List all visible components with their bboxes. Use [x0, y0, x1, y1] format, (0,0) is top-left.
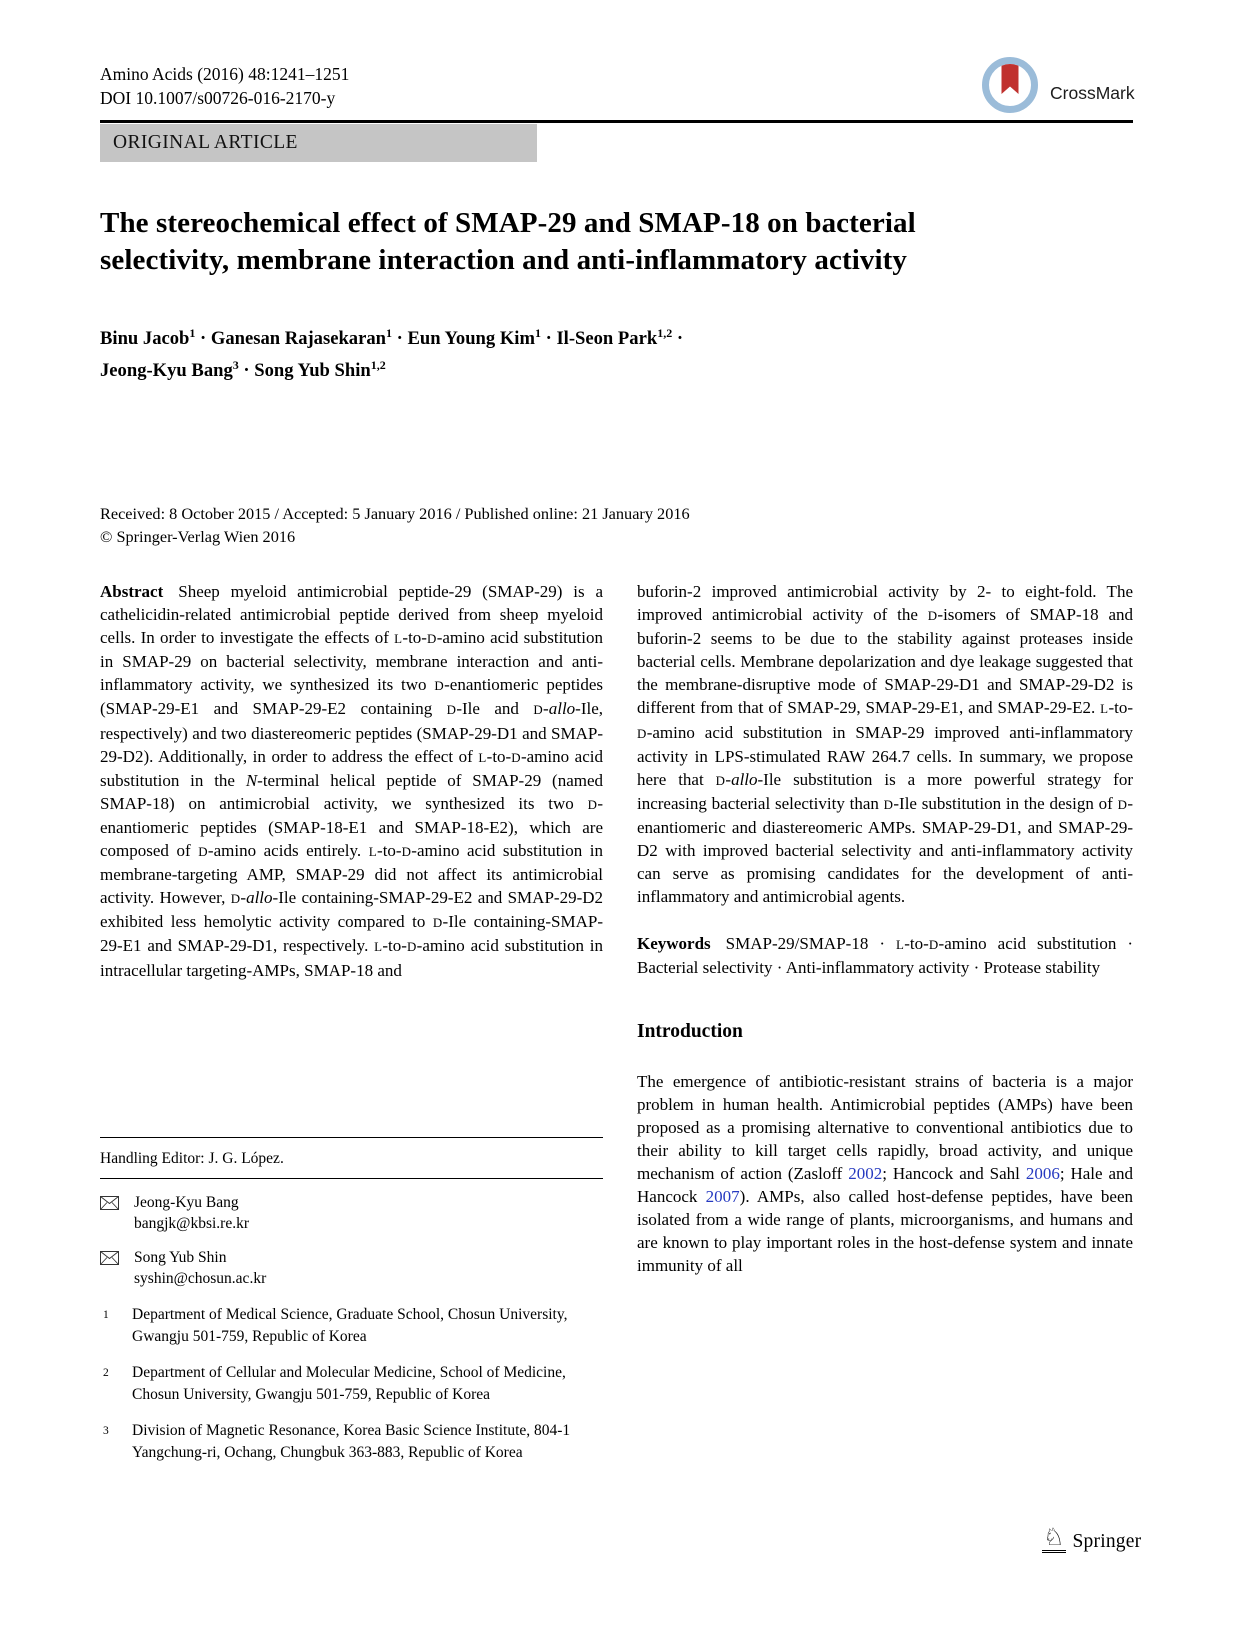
- affiliation-marker: 3: [103, 1425, 109, 1437]
- journal-reference: [100, 63, 349, 110]
- crossmark-badge[interactable]: [982, 57, 1182, 115]
- doi: DOI 10.1007/s00726-016-2170-y: [100, 87, 336, 108]
- correspondence-name: Jeong-Kyu Bang: [134, 1194, 239, 1211]
- crossmark-circle-icon: [982, 57, 1038, 113]
- correspondence-author: [134, 1192, 249, 1234]
- article-history: [100, 502, 690, 548]
- correspondence-name: Song Yub Shin: [134, 1249, 227, 1266]
- affiliation-text: Division of Magnetic Resonance, Korea Basic Science Institute, 804-1 Yangchung-ri, Ochang, Chungbuk 363-883, Republic of Korea: [132, 1422, 571, 1461]
- introduction-paragraph: The emergence of antibiotic-resistant strains of bacteria is a major problem in human health. Antimicrobial peptides (AMPs) have been proposed as a promising alternative to conventional antibiotics due to their ability to kill target cells rapidly, broad activity, and unique mechanism of action (Zasloff 2002; Hancock and Sahl 2006; Hale and Hancock 2007). AMPs, also called host-defense peptides, have been isolated from a wide range of plants, microorganisms, and humans and are known to play important roles in the host-defense system and innate immunity of all: [637, 1071, 1134, 1276]
- affiliation-text: Department of Medical Science, Graduate School, Chosun University, Gwangju 501-759, Republic of Korea: [132, 1306, 568, 1345]
- springer-knight-icon: ♘: [1043, 1525, 1065, 1551]
- crossmark-ribbon-icon: [1002, 63, 1019, 94]
- springer-label: Springer: [1072, 1531, 1142, 1552]
- section-heading-introduction: Introduction: [637, 1020, 743, 1042]
- abstract-paragraph-part2: buforin-2 improved antimicrobial activity by 2- to eight-fold. The improved antimicrobial activity of the D-isomers of SMAP-18 and buforin-2 seems to be due to the stability against proteases inside bacterial cells. Membrane depolarization and dye leakage suggested that the membrane-disruptive mode of SMAP-29-D1 and SMAP-29-D2 is different from that of SMAP-29, SMAP-29-E1, and SMAP-29-E2. L-to-D-amino acid substitution in SMAP-29 improved anti-inflammatory activity in LPS-stimulated RAW 264.7 cells. In summary, we propose here that D-allo-Ile substitution is a more powerful strategy for increasing bacterial selectivity than D-Ile substitution in the design of D-enantiomeric and diastereomeric AMPs. SMAP-29-D1, and SMAP-29-D2 with improved bacterial selectivity and anti-inflammatory activity can serve as promising candidates for the development of anti-inflammatory and antimicrobial agents.: [637, 582, 1134, 907]
- keywords-paragraph: Keywords SMAP-29/SMAP-18 · L-to-D-amino acid substitution · Bacterial selectivity · Anti-inflammatory activity · Protease stability: [637, 934, 1133, 978]
- correspondence-entry: [100, 1247, 603, 1289]
- affiliation-text: Department of Cellular and Molecular Medicine, School of Medicine, Chosun University, Gwangju 501-759, Republic of Korea: [132, 1364, 566, 1403]
- correspondence-email[interactable]: syshin@chosun.ac.kr: [134, 1270, 267, 1287]
- affiliation-entry: [100, 1420, 603, 1463]
- page-title: The stereochemical effect of SMAP-29 and SMAP-18 on bacterial selectivity, membrane interaction and anti-inflammatory activity: [100, 207, 916, 276]
- author-list: Binu Jacob$^1$ · Ganesan Rajasekaran$^1$ · Eun Young Kim$^1$ · Il-Seon Park$^{1,2}$ · Jeong-Kyu Bang$^3$ · Song Yub Shin$^{1,2}$: [100, 326, 684, 382]
- article-type-label: ORIGINAL ARTICLE: [113, 132, 298, 153]
- handling-editor-note: Handling Editor: J. G. López.: [100, 1150, 284, 1167]
- affiliation-marker: 2: [103, 1367, 109, 1379]
- affiliation-entry: [100, 1362, 603, 1405]
- abstract-paragraph-part1: Abstract Sheep myeloid antimicrobial peptide-29 (SMAP-29) is a cathelicidin-related antimicrobial peptide derived from sheep myeloid cells. In order to investigate the effects of L-to-D-amino acid substitution in SMAP-29 on bacterial selectivity, membrane interaction and anti-inflammatory activity, we synthesized its two D-enantiomeric peptides (SMAP-29-E1 and SMAP-29-E2 containing D-Ile and D-allo-Ile, respectively) and two diastereomeric peptides (SMAP-29-D1 and SMAP-29-D2). Additionally, in order to address the effect of L-to-D-amino acid substitution in the N-terminal helical peptide of SMAP-29 (named SMAP-18) on antimicrobial activity, we synthesized its two D-enantiomeric peptides (SMAP-18-E1 and SMAP-18-E2), which are composed of D-amino acids entirely. L-to-D-amino acid substitution in membrane-targeting AMP, SMAP-29 did not affect its antimicrobial activity. However, D-allo-Ile containing-SMAP-29-E2 and SMAP-29-D2 exhibited less hemolytic activity compared to D-Ile containing-SMAP-29-E1 and SMAP-29-D1, respectively. L-to-D-amino acid substitution in intracellular targeting-AMPs, SMAP-18 and: [100, 582, 604, 980]
- article-type-banner: [100, 124, 537, 162]
- journal-citation: Amino Acids (2016) 48:1241–1251: [100, 64, 350, 84]
- crossmark-label: CrossMark: [1050, 83, 1135, 103]
- copyright-line: © Springer-Verlag Wien 2016: [100, 527, 296, 546]
- springer-logo: [1042, 1526, 1141, 1553]
- correspondence-email[interactable]: bangjk@kbsi.re.kr: [134, 1215, 250, 1232]
- footnote-block: [100, 1137, 603, 1463]
- correspondence-author: [134, 1247, 266, 1289]
- right-column: [637, 580, 1133, 1277]
- footnote-divider-top: [100, 1137, 603, 1138]
- affiliation-marker: 1: [103, 1309, 109, 1321]
- footnote-divider-bottom: [100, 1178, 603, 1179]
- received-accepted-line: Received: 8 October 2015 / Accepted: 5 January 2016 / Published online: 21 January 2016: [100, 504, 690, 523]
- citation-hale-hancock-2007[interactable]: 2007: [705, 1187, 740, 1207]
- citation-hancock-sahl-2006[interactable]: 2006: [1025, 1163, 1060, 1183]
- citation-zasloff-2002[interactable]: 2002: [848, 1163, 883, 1183]
- header-rule: [100, 120, 1133, 123]
- left-column: [100, 580, 603, 982]
- envelope-icon: [100, 1192, 134, 1234]
- correspondence-entry: [100, 1192, 603, 1234]
- affiliation-entry: [100, 1304, 603, 1347]
- envelope-icon: [100, 1247, 134, 1289]
